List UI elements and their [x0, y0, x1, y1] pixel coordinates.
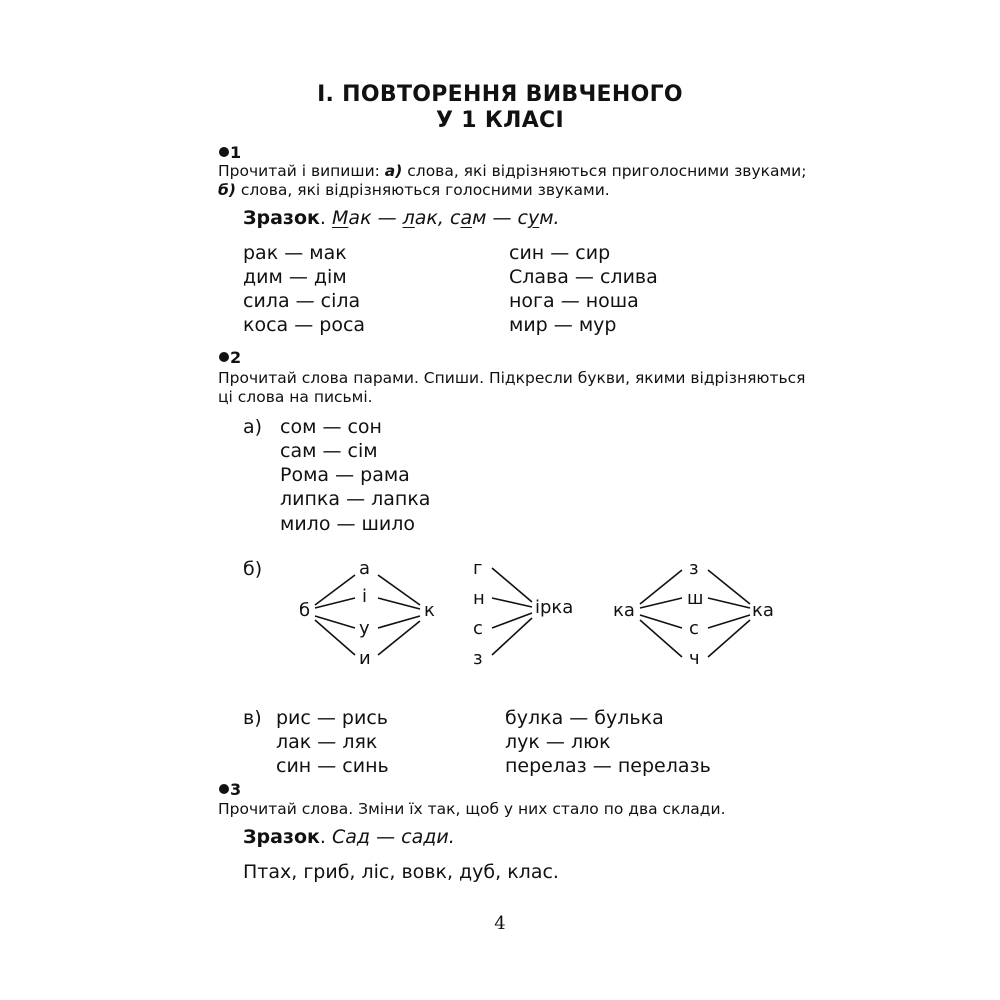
part-a-pair: липка — лапка — [280, 488, 431, 510]
chapter-title-line1: I. ПОВТОРЕННЯ ВИВЧЕНОГО — [317, 82, 683, 107]
diagram-2-start: с — [473, 618, 483, 639]
part-a-pair: сам — сім — [280, 440, 378, 462]
exercise-1-left-pair: дим — дім — [243, 266, 347, 288]
exercise-1-left-pair: сила — сіла — [243, 290, 361, 312]
exercise-1-left-pair: рак — мак — [243, 242, 347, 264]
exercise-1-right-pair: Слава — слива — [509, 266, 658, 288]
diagram-2-end: ірка — [535, 597, 574, 618]
diagram-3-middle: ч — [689, 648, 700, 669]
diagram-3-middle: з — [689, 558, 699, 579]
exercise-2-instruction-line1: Прочитай слова парами. Спиши. Підкресли букви, якими відрізняються — [218, 369, 806, 387]
exercise-1-instruction-line1: Прочитай і випиши: а) слова, які відрізняються приголосними звуками; — [218, 162, 807, 180]
part-c-label: в) — [243, 707, 262, 729]
exercise-1-right-pair: син — сир — [509, 242, 611, 264]
part-c-right-pair: перелаз — перелазь — [505, 755, 711, 777]
diagram-1-middle: і — [362, 586, 368, 607]
part-c-right-pair: булка — булька — [505, 707, 664, 729]
part-c-left-pair: лак — ляк — [276, 731, 378, 753]
exercise-1-left-pair: коса — роса — [243, 314, 366, 336]
exercise-3-number: 3 — [219, 780, 241, 799]
part-a-pair: сом — сон — [280, 416, 382, 438]
diagram-2-start: г — [473, 558, 483, 579]
exercise-3-sample: Зразок. Сад — сади. — [243, 826, 455, 848]
bullet-icon — [219, 352, 229, 362]
part-a-label: а) — [243, 416, 263, 438]
exercise-1-right-pair: нога — ноша — [509, 290, 639, 312]
part-a-pair: Рома — рама — [280, 464, 410, 486]
bullet-icon — [219, 147, 229, 157]
bullet-icon — [219, 784, 229, 794]
exercise-1-right-pair: мир — мур — [509, 314, 617, 336]
diagram-1-end: к — [424, 600, 435, 621]
exercise-1-instruction-line2: б) слова, які відрізняються голосними звуками. — [218, 181, 610, 199]
diagram-1-start: б — [299, 600, 311, 621]
exercise-2-number: 2 — [219, 348, 241, 367]
exercise-2-instruction-line2: ці слова на письмі. — [218, 388, 373, 406]
part-c-left-pair: син — синь — [276, 755, 389, 777]
chapter-title-line2: У 1 КЛАСІ — [436, 108, 564, 133]
part-a-pair: мило — шило — [280, 513, 416, 535]
diagram-1-middle: а — [359, 558, 371, 579]
part-b-label: б) — [243, 558, 263, 580]
diagram-3-middle: с — [689, 618, 699, 639]
diagram-3-middle: ш — [687, 588, 704, 609]
diagram-1-middle: и — [359, 648, 371, 669]
exercise-1-sample: Зразок. Мак — лак, сам — сум. — [243, 207, 560, 229]
exercise-3-instruction: Прочитай слова. Зміни їх так, щоб у них стало по два склади. — [218, 800, 726, 818]
diagram-2-start: з — [473, 648, 483, 669]
diagram-3-start: ка — [613, 600, 635, 621]
diagram-1-middle: у — [359, 618, 370, 639]
page-number: 4 — [494, 913, 506, 934]
exercise-1-number: 1 — [219, 143, 241, 162]
exercise-3-words: Птах, гриб, ліс, вовк, дуб, клас. — [243, 861, 559, 883]
part-c-right-pair: лук — люк — [505, 731, 611, 753]
diagram-3-end: ка — [752, 600, 774, 621]
part-c-left-pair: рис — рись — [276, 707, 388, 729]
diagram-2-start: н — [473, 588, 485, 609]
